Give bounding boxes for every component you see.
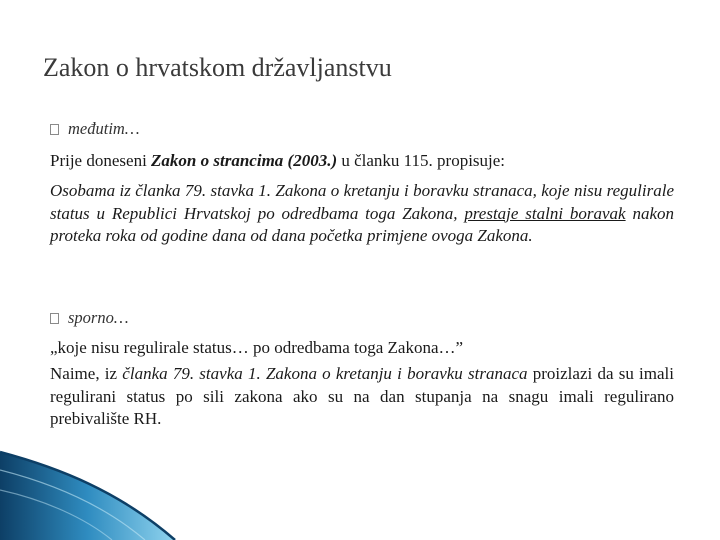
slide-title: Zakon o hrvatskom državljanstvu [43,53,392,82]
disputed-quote: „koje nisu regulirale status… po odredbama toga Zakona…” [50,338,464,357]
decor-wave-edge [0,452,175,540]
quoted-text-c: nakon proteka roka od godine dana od dana početka primjene ovoga Zakona. [50,203,674,245]
bullet-square-icon [50,313,59,324]
article-reference: članka 79. stavka 1. Zakona o kretanju i boravku stranaca [122,364,528,383]
quoted-text-a: Osobama iz članka 79. stavka 1. Zakona o kretanju i boravku stranaca, koje nisu regulirale status u Republici Hrvatskoj po odredbama toga Zakona, [50,181,674,223]
bullet-label: sporno… [68,308,129,327]
bullet-item-sporno [50,307,129,329]
intro-text-a: Prije doneseni [50,151,152,170]
decor-wave-stripe [0,490,112,540]
law-reference: Zakon o strancima (2003.) [151,151,338,170]
quoted-article [50,180,674,248]
bullet-label: međutim… [68,119,140,138]
bullet-item-medutim [50,118,140,140]
underlined-phrase: prestaje stalni boravak [464,203,626,223]
intro-line [50,150,674,173]
explanation-text-c: proizlazi da su imali regulirani status po sili zakona ako su na dan stupanja na snagu imali regulirano prebivalište RH. [50,364,674,428]
decor-wave [0,452,175,540]
explanation-paragraph [50,363,674,431]
decor-wave-stripe [0,470,145,540]
bullet-square-icon [50,124,59,135]
explanation-text-a: Naime, iz [50,364,123,383]
intro-text-c: u članku 115. propisuje: [337,151,506,170]
